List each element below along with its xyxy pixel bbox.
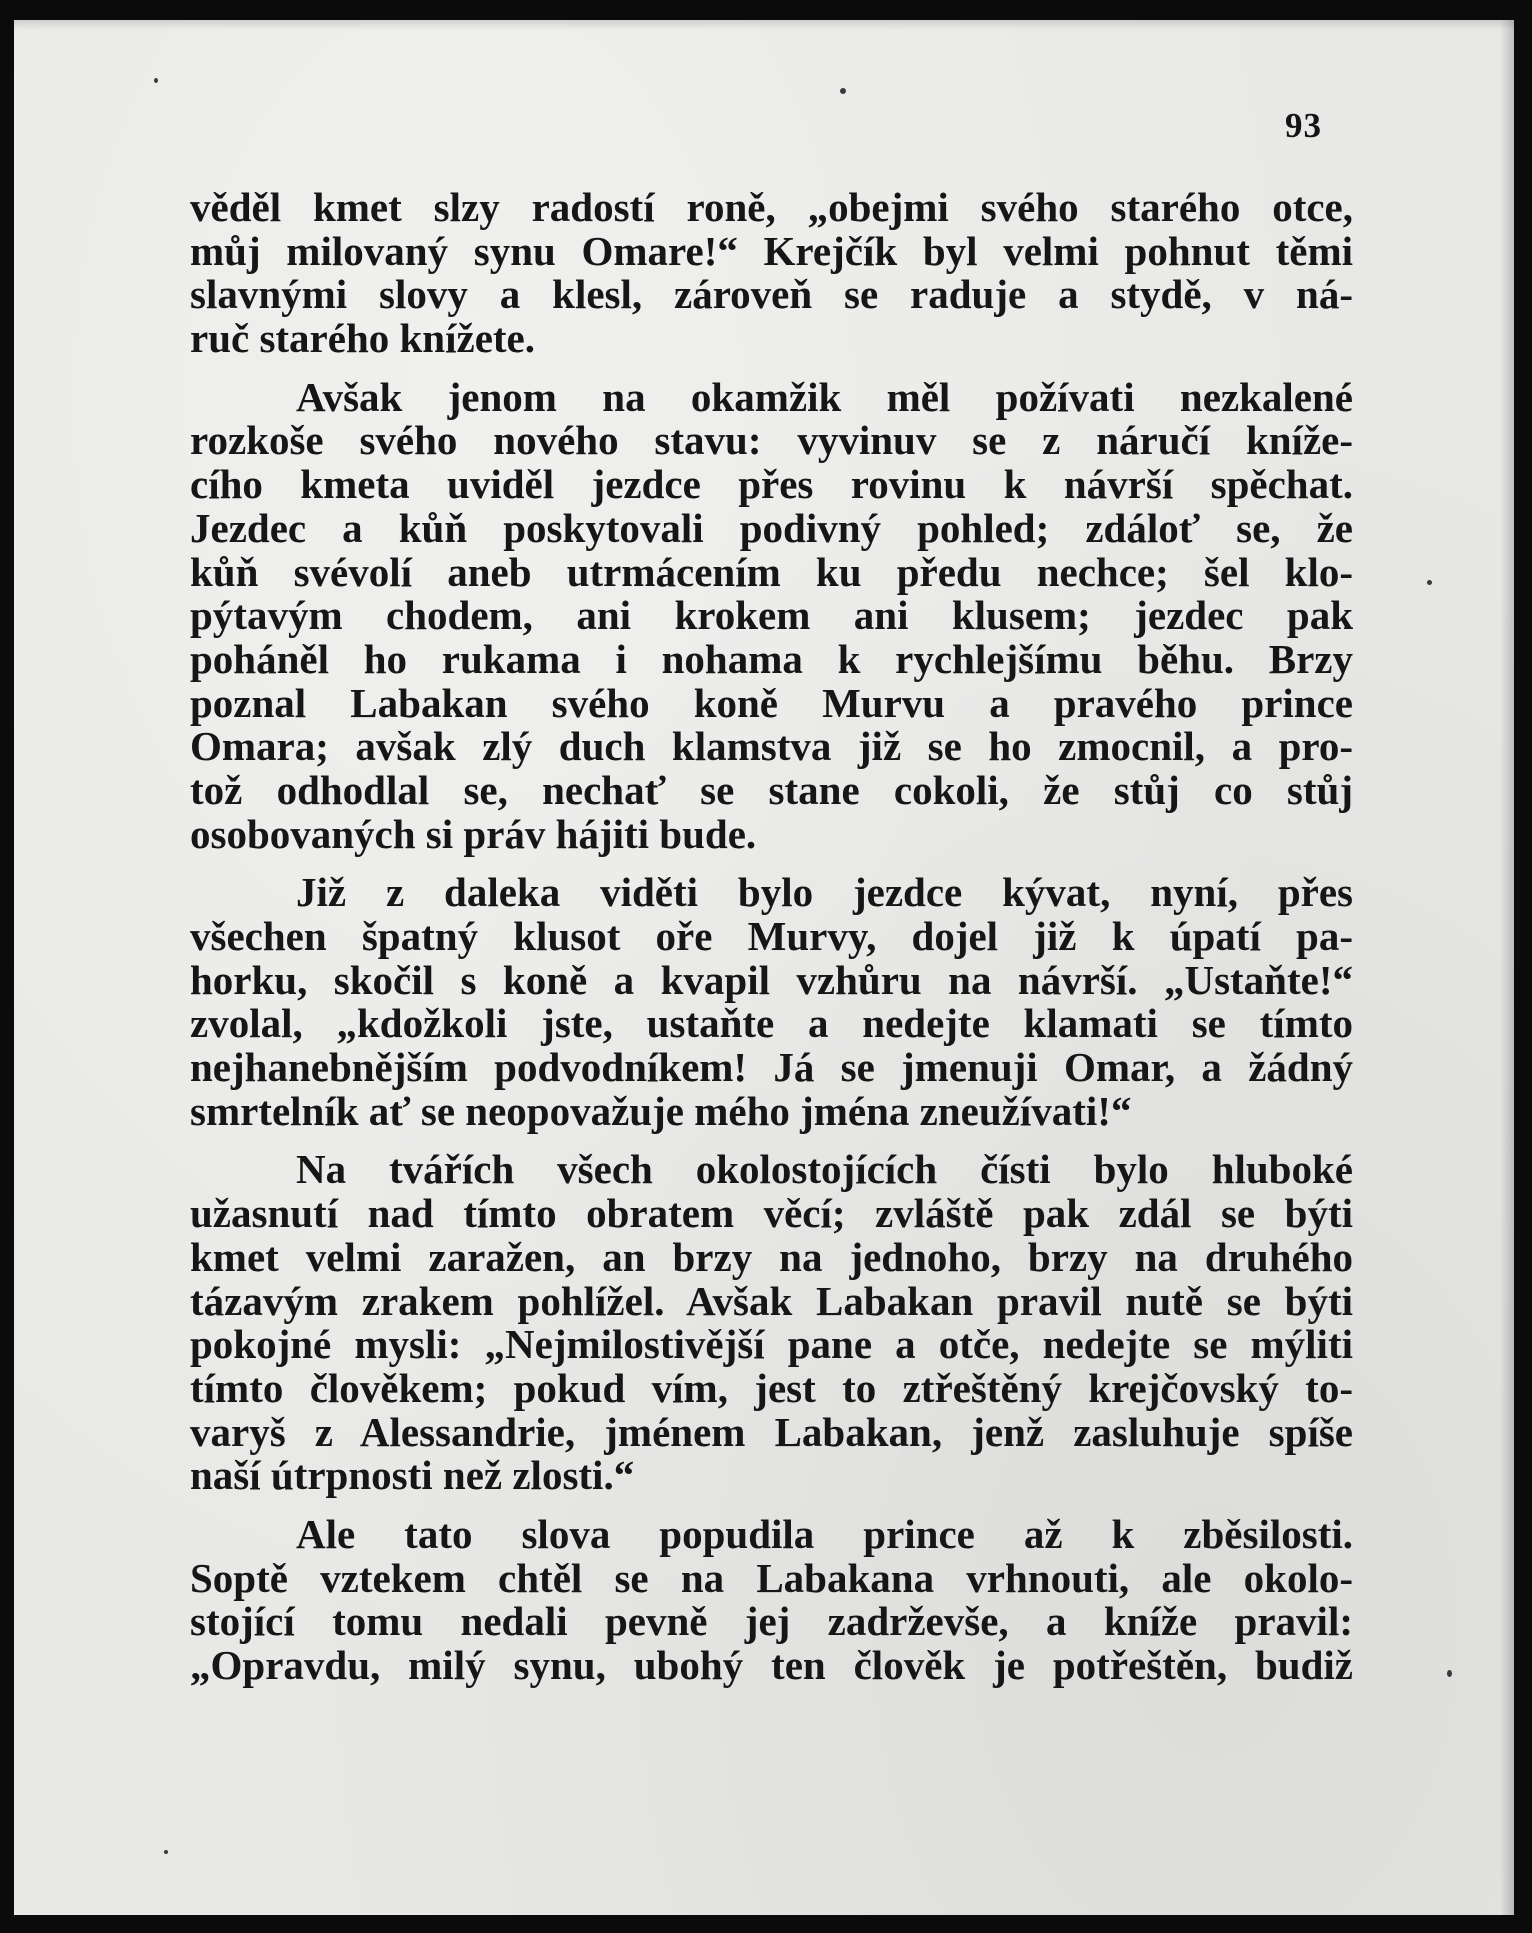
text-line: Na tvářích všech okolostojících čísti bylo hluboké (296, 1146, 1353, 1193)
paragraph (190, 1510, 1353, 1688)
text-line: poznal Labakan svého koně Murvu a pravého prince (190, 679, 1353, 726)
text-line: můj milovaný synu Omare!“ Krejčík byl velmi pohnut těmi (190, 227, 1353, 274)
text-line: užasnutí nad tímto obratem věcí; zvláště pak zdál se býti (190, 1190, 1353, 1237)
text-line: varyš z Alessandrie, jménem Labakan, jenž zasluhuje spíše (190, 1408, 1353, 1455)
text-line: věděl kmet slzy radostí roně, „obejmi svého starého otce, (190, 184, 1353, 230)
paragraph (190, 871, 1353, 1133)
page-right-shadow (1500, 20, 1514, 1915)
text-line: Omara; avšak zlý duch klamstva již se ho zmocnil, a pro- (190, 723, 1353, 770)
text-line: kůň svévolí aneb utrmácením ku předu nechce; šel klo- (190, 548, 1353, 595)
text-line: cího kmeta uviděl jezdce přes rovinu k návrší spěchat. (190, 461, 1353, 508)
paragraph (190, 373, 1353, 857)
text-line: rozkoše svého nového stavu: vyvinuv se z náručí kníže- (190, 417, 1353, 464)
text-line: Již z daleka viděti bylo jezdce kývat, nyní, přes (296, 869, 1353, 916)
text-line: nejhanebnějším podvodníkem! Já se jmenuji Omar, a žádný (190, 1044, 1353, 1091)
page-top-shadow (14, 20, 1514, 30)
text-line: Ale tato slova popudila prince až k zběsilosti. (296, 1510, 1353, 1557)
text-line: zvolal, „kdožkoli jste, ustaňte a nedejte klamati se tímto (190, 1000, 1353, 1047)
text-line: kmet velmi zaražen, an brzy na jednoho, brzy na druhého (190, 1233, 1353, 1280)
text-line: Soptě vztekem chtěl se na Labakana vrhnouti, ale okolo- (190, 1554, 1353, 1601)
text-line: naší útrpnosti než zlosti.“ (190, 1452, 635, 1499)
text-line: tázavým zrakem pohlížel. Avšak Labakan pravil nutě se býti (190, 1277, 1353, 1324)
text-line: ruč starého knížete. (190, 315, 535, 362)
text-line: horku, skočil s koně a kvapil vzhůru na návrší. „Ustaňte!“ (190, 956, 1353, 1003)
print-speck (840, 88, 846, 94)
print-speck (154, 78, 158, 83)
text-line: pokojné mysli: „Nejmilostivější pane a otče, nedejte se mýliti (190, 1321, 1353, 1368)
text-line: pýtavým chodem, ani krokem ani klusem; jezdec pak (190, 592, 1353, 639)
print-speck (1447, 1670, 1452, 1677)
paragraph (190, 186, 1353, 361)
text-line: Jezdec a kůň poskytovali podivný pohled; zdáloť se, že (190, 504, 1353, 551)
text-line: „Opravdu, milý synu, ubohý ten člověk je potřeštěn, budiž (190, 1642, 1353, 1688)
text-line: osobovaných si práv hájiti bude. (190, 810, 757, 857)
text-line: poháněl ho rukama i nohama k rychlejšímu běhu. Brzy (190, 635, 1353, 682)
text-line: stojící tomu nedali pevně jej zadrževše, a kníže pravil: (190, 1598, 1353, 1645)
text-line: tož odhodlal se, nechať se stane cokoli, že stůj co stůj (190, 766, 1353, 813)
paragraph (190, 1148, 1353, 1498)
print-speck (1427, 580, 1432, 585)
print-speck (164, 1850, 168, 1854)
text-line: všechen špatný klusot oře Murvy, dojel již k úpatí pa- (190, 913, 1353, 959)
body-text (190, 186, 1353, 1688)
text-line: smrtelník ať se neopovažuje mého jména zneužívati!“ (190, 1087, 1132, 1134)
page-number: 93 (1285, 106, 1322, 145)
text-line: tímto člověkem; pokud vím, jest to ztřeštěný krejčovský to- (190, 1364, 1353, 1411)
text-line: slavnými slovy a klesl, zároveň se raduje a stydě, v ná- (190, 271, 1353, 318)
text-line: Avšak jenom na okamžik měl požívati nezkalené (296, 373, 1353, 420)
